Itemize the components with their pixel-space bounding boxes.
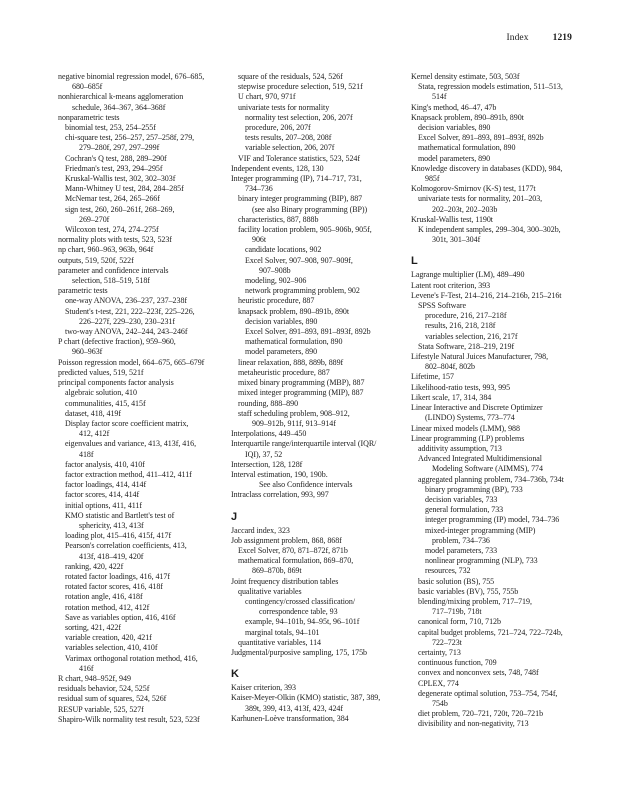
index-entry: mixed binary programming (MBP), 887 xyxy=(238,378,365,388)
index-entry: 717–719b, 718t xyxy=(432,607,482,617)
index-entry: binary programming (BP), 733 xyxy=(425,484,523,494)
index-entry: communalities, 415, 415f xyxy=(65,398,146,408)
index-entry: Kruskal-Wallis test, 302, 302–303f xyxy=(65,174,176,184)
index-entry: Lifestyle Natural Juices Manufacturer, 798, xyxy=(411,352,549,362)
index-entry: Kruskal-Wallis test, 1190t xyxy=(411,214,493,224)
index-entry: Integer programming (IP), 714–717, 731, xyxy=(231,174,362,184)
index-entry: Save as variables option, 416, 416f xyxy=(65,612,176,622)
index-entry: 412, 412f xyxy=(79,429,110,439)
index-entry: initial options, 411, 411f xyxy=(65,500,142,510)
index-entry: Job assignment problem, 868, 868f xyxy=(231,535,342,545)
index-entry: Interval estimation, 190, 190b. xyxy=(231,469,328,479)
index-entry: Friedman's test, 293, 294–295f xyxy=(65,163,163,173)
index-entry: 416f xyxy=(79,663,94,673)
index-entry: rotation method, 412, 412f xyxy=(65,602,150,612)
index-entry: factor loadings, 414, 414f xyxy=(65,480,147,490)
index-entry: canonical form, 710, 712b xyxy=(418,617,501,627)
index-entry: results, 216, 218, 218f xyxy=(425,321,496,331)
index-entry: Student's t-test, 221, 222–223f, 225–226, xyxy=(65,306,195,316)
index-entry: principal components factor analysis xyxy=(58,378,174,388)
index-entry: Shapiro-Wilk normality test result, 523, 523f xyxy=(58,714,200,724)
page-header xyxy=(506,33,572,43)
index-entry: sign test, 260, 260–261f, 268–269, xyxy=(65,204,175,214)
index-entry: Interpolations, 449–450 xyxy=(231,429,307,439)
index-entry: basic variables (BV), 755, 755b xyxy=(418,586,519,596)
index-entry: parameter and confidence intervals xyxy=(58,265,169,275)
index-entry: two-way ANOVA, 242–244, 243–246f xyxy=(65,327,188,337)
index-entry: ranking, 420, 422f xyxy=(65,561,124,571)
index-entry: 301t, 301–304f xyxy=(432,235,481,245)
index-entry: model parameters, 890 xyxy=(418,153,491,163)
index-entry: 226–227f, 229–230, 230–231f xyxy=(79,316,175,326)
index-entry: decision variables, 890 xyxy=(245,316,318,326)
section-heading: L xyxy=(411,255,418,268)
index-entry: RESUP variable, 525, 527f xyxy=(58,704,144,714)
index-entry: mixed-integer programming (MIP) xyxy=(425,525,536,535)
index-entry: binary integer programming (BIP), 887 xyxy=(238,194,363,204)
index-entry: P chart (defective fraction), 959–960, xyxy=(58,337,176,347)
index-entry: negative binomial regression model, 676–685, xyxy=(58,72,205,81)
index-entry: aggregated planning problem, 734–736b, 734t xyxy=(418,474,564,484)
index-entry: tests results, 207–208, 208f xyxy=(245,133,332,143)
page-number: 1219 xyxy=(552,33,572,43)
section-heading: J xyxy=(231,510,238,523)
index-entry: Knowledge discovery in databases (KDD), 984, xyxy=(411,163,563,173)
index-entry: loading plot, 415–416, 415f, 417f xyxy=(65,531,172,541)
index-entry: Karhunen-Loève transformation, 384 xyxy=(231,713,349,723)
index-entry: residuals behavior, 524, 525f xyxy=(58,684,150,694)
index-entry: procedure, 206, 207f xyxy=(245,123,311,133)
index-entry: model parameters, 890 xyxy=(245,347,318,357)
index-entry: capital budget problems, 721–724, 722–724b, xyxy=(418,627,563,637)
index-entry: example, 94–101b, 94–95t, 96–101f xyxy=(245,617,360,627)
index-entry: rounding, 888–890 xyxy=(238,398,299,408)
index-entry: Stata Software, 218–219, 219f xyxy=(418,341,515,351)
index-entry: convex and nonconvex sets, 748, 748f xyxy=(418,668,539,678)
index-entry: Kaiser-Meyer-Olkin (KMO) statistic, 387, 389, xyxy=(231,693,381,703)
index-entry: variable selection, 206, 207f xyxy=(245,143,335,153)
index-entry: knapsack problem, 890–891b, 890t xyxy=(238,306,350,316)
index-entry: Linear programming (LP) problems xyxy=(411,433,525,443)
index-entry: See also Confidence intervals xyxy=(259,480,353,490)
index-entry: 985f xyxy=(425,174,440,184)
index-entry: certainty, 713 xyxy=(418,647,461,657)
index-entry: Jaccard index, 323 xyxy=(231,525,290,535)
index-entry: schedule, 364–367, 364–368f xyxy=(72,102,166,112)
index-entry: Linear mixed models (LMM), 988 xyxy=(411,423,520,433)
index-entry: rotated factor loadings, 416, 417f xyxy=(65,571,170,581)
index-entry: Display factor score coefficient matrix, xyxy=(65,418,189,428)
index-entry: Pearson's correlation coefficients, 413, xyxy=(65,541,187,551)
index-entry: diet problem, 720–721, 720t, 720–721b xyxy=(418,709,544,719)
index-entry: KMO statistic and Bartlett's test of xyxy=(65,510,175,520)
index-entry: Modeling Software (AIMMS), 774 xyxy=(432,464,543,474)
index-entry: square of the residuals, 524, 526f xyxy=(238,72,343,81)
index-entry: mathematical formulation, 869–870, xyxy=(238,556,354,566)
index-entry: selection, 518–519, 518f xyxy=(72,276,150,286)
index-entry: Independent events, 128, 130 xyxy=(231,163,324,173)
index-entry: Interquartile range/interquartile interval (IQR/ xyxy=(231,439,377,449)
index-entry: 869–870b, 869t xyxy=(252,566,302,576)
index-entry: factor scores, 414, 414f xyxy=(65,490,140,500)
index-entry: candidate locations, 902 xyxy=(245,245,322,255)
index-entry: 907–908b xyxy=(259,265,291,275)
index-entry: 514f xyxy=(432,92,447,102)
index-entry: Lagrange multiplier (LM), 489–490 xyxy=(411,270,525,280)
index-entry: (see also Binary programming (BP)) xyxy=(252,204,368,214)
index-entry: basic solution (BS), 755 xyxy=(418,576,495,586)
index-entry: one-way ANOVA, 236–237, 237–238f xyxy=(65,296,188,306)
index-entry: additivity assumption, 713 xyxy=(418,443,502,453)
index-entry: (LINDO) Systems, 773–774 xyxy=(425,413,515,423)
index-entry: chi-square test, 256–257, 257–258f, 279, xyxy=(65,133,195,143)
index-column-3 xyxy=(411,72,589,730)
index-entry: residual sum of squares, 524, 526f xyxy=(58,694,167,704)
index-entry: outputs, 519, 520f, 522f xyxy=(58,255,134,265)
index-entry: characteristics, 887, 888b xyxy=(238,214,319,224)
index-entry: resources, 732 xyxy=(425,566,471,576)
index-entry: 722–723t xyxy=(432,637,462,647)
index-entry: SPSS Software xyxy=(418,301,467,311)
index-entry: general formulation, 733 xyxy=(425,505,504,515)
index-entry: Stata, regression models estimation, 511–513, xyxy=(418,82,563,92)
index-entry: Advanced Integrated Multidimensional xyxy=(418,454,542,464)
index-entry: Excel Solver, 870, 871–872f, 871b xyxy=(238,545,348,555)
index-entry: stepwise procedure selection, 519, 521f xyxy=(238,82,363,92)
index-entry: 389t, 399, 413, 413f, 423, 424f xyxy=(245,703,344,713)
index-entry: variable creation, 420, 421f xyxy=(65,633,152,643)
index-entry: nonlinear programming (NLP), 733 xyxy=(425,556,538,566)
index-entry: Linear Interactive and Discrete Optimizer xyxy=(411,403,543,413)
index-entry: 202–203t, 202–203b xyxy=(432,204,498,214)
index-entry: degenerate optimal solution, 753–754, 754f, xyxy=(418,688,558,698)
index-entry: McNemar test, 264, 265–266f xyxy=(65,194,160,204)
index-entry: nonhierarchical k-means agglomeration xyxy=(58,92,184,102)
index-entry: factor analysis, 410, 410f xyxy=(65,459,145,469)
index-entry: Excel Solver, 891–893, 891–893f, 892b xyxy=(418,133,544,143)
index-entry: Mann-Whitney U test, 284, 284–285f xyxy=(65,184,184,194)
index-entry: Latent root criterion, 393 xyxy=(411,280,491,290)
index-entry: Poisson regression model, 664–675, 665–679f xyxy=(58,357,205,367)
index-entry: Judgmental/purposive sampling, 175, 175b xyxy=(231,647,367,657)
index-entry: IQI), 37, 52 xyxy=(245,449,283,459)
index-entry: 802–804f, 802b xyxy=(425,362,475,372)
index-entry: divisibility and non-negativity, 713 xyxy=(418,719,529,729)
index-entry: nonparametric tests xyxy=(58,112,120,122)
index-entry: normality test selection, 206, 207f xyxy=(245,112,353,122)
index-entry: algebraic solution, 410 xyxy=(65,388,137,398)
index-entry: qualitative variables xyxy=(238,586,302,596)
index-entry: modeling, 902–906 xyxy=(245,276,307,286)
index-entry: eigenvalues and variance, 413, 413f, 416, xyxy=(65,439,197,449)
index-entry: network programming problem, 902 xyxy=(245,286,360,296)
index-entry: Intraclass correlation, 993, 997 xyxy=(231,490,329,500)
index-entry: procedure, 216, 217–218f xyxy=(425,311,507,321)
index-entry: np chart, 960–963, 963b, 964f xyxy=(58,245,154,255)
index-entry: continuous function, 709 xyxy=(418,658,497,668)
index-entry: marginal totals, 94–101 xyxy=(245,627,320,637)
index-entry: CPLEX, 774 xyxy=(418,678,459,688)
index-entry: model parameters, 733 xyxy=(425,545,498,555)
index-entry: 906t xyxy=(252,235,267,245)
index-entry: Kaiser criterion, 393 xyxy=(231,683,296,693)
index-entry: Likert scale, 17, 314, 384 xyxy=(411,392,492,402)
index-entry: Likelihood-ratio tests, 993, 995 xyxy=(411,382,511,392)
index-entry: univariate tests for normality, 201–203, xyxy=(418,194,543,204)
index-entry: variables selection, 216, 217f xyxy=(425,331,518,341)
index-column-1 xyxy=(58,72,236,725)
index-entry: Excel Solver, 907–908, 907–909f, xyxy=(245,255,353,265)
index-entry: variables selection, 410, 410f xyxy=(65,643,158,653)
index-entry: factor extraction method, 411–412, 411f xyxy=(65,469,192,479)
index-entry: Wilcoxon test, 274, 274–275f xyxy=(65,225,159,235)
index-entry: 680–685f xyxy=(72,82,103,92)
index-entry: rotation angle, 416, 418f xyxy=(65,592,143,602)
index-entry: univariate tests for normality xyxy=(238,102,330,112)
index-entry: contingency/crossed classification/ xyxy=(245,596,355,606)
index-entry: Knapsack problem, 890–891b, 890t xyxy=(411,112,524,122)
index-entry: 269–270f xyxy=(79,214,110,224)
section-heading: K xyxy=(231,668,239,681)
index-entry: binomial test, 253, 254–255f xyxy=(65,123,156,133)
index-entry: Intersection, 128, 128f xyxy=(231,459,303,469)
index-entry: dataset, 418, 419f xyxy=(65,408,121,418)
index-entry: decision variables, 733 xyxy=(425,494,498,504)
index-entry: King's method, 46–47, 47b xyxy=(411,102,497,112)
index-entry: staff scheduling problem, 908–912, xyxy=(238,408,350,418)
index-entry: 909–912b, 911f, 913–914f xyxy=(252,418,336,428)
index-entry: R chart, 948–952f, 949 xyxy=(58,673,131,683)
index-entry: heuristic procedure, 887 xyxy=(238,296,315,306)
index-entry: quantitative variables, 114 xyxy=(238,637,321,647)
index-entry: correspondence table, 93 xyxy=(259,607,338,617)
index-entry: Cochran's Q test, 288, 289–290f xyxy=(65,153,167,163)
running-head-title: Index xyxy=(506,33,529,43)
index-entry: 754b xyxy=(432,698,448,708)
index-entry: VIF and Tolerance statistics, 523, 524f xyxy=(238,153,360,163)
index-entry: 279–280f, 297, 297–299f xyxy=(79,143,160,153)
index-column-2 xyxy=(231,72,409,724)
index-entry: Kolmogorov-Smirnov (K-S) test, 1177t xyxy=(411,184,536,194)
index-entry: facility location problem, 905–906b, 905f, xyxy=(238,225,372,235)
index-entry: integer programming (IP) model, 734–736 xyxy=(425,515,560,525)
index-entry: 413f, 418–419, 420f xyxy=(79,551,144,561)
index-entry: problem, 734–736 xyxy=(432,535,490,545)
index-entry: 418f xyxy=(79,449,94,459)
index-entry: Lifetime, 157 xyxy=(411,372,454,382)
index-entry: normality plots with tests, 523, 523f xyxy=(58,235,172,245)
index-entry: Joint frequency distribution tables xyxy=(231,576,339,586)
index-entry: linear relaxation, 888, 889b, 889f xyxy=(238,357,344,367)
index-entry: rotated factor scores, 416, 418f xyxy=(65,582,163,592)
index-entry: Excel Solver, 891–893, 891–893f, 892b xyxy=(245,327,371,337)
index-entry: mathematical formulation, 890 xyxy=(245,337,343,347)
index-entry: 734–736 xyxy=(245,184,273,194)
index-entry: metaheuristic procedure, 887 xyxy=(238,367,330,377)
index-entry: sorting, 421, 422f xyxy=(65,622,121,632)
index-entry: K independent samples, 299–304, 300–302b, xyxy=(418,225,561,235)
index-entry: parametric tests xyxy=(58,286,108,296)
index-entry: Kernel density estimate, 503, 503f xyxy=(411,72,520,81)
index-entry: blending/mixing problem, 717–719, xyxy=(418,596,532,606)
index-entry: 960–963f xyxy=(72,347,103,357)
index-entry: Levene's F-Test, 214–216, 214–216b, 215–216t xyxy=(411,290,562,300)
index-entry: U chart, 970, 971f xyxy=(238,92,296,102)
index-entry: predicted values, 519, 521f xyxy=(58,367,144,377)
index-entry: Varimax orthogonal rotation method, 416, xyxy=(65,653,198,663)
index-entry: mathematical formulation, 890 xyxy=(418,143,516,153)
index-entry: decision variables, 890 xyxy=(418,123,491,133)
index-entry: sphericity, 413, 413f xyxy=(79,520,144,530)
index-entry: mixed integer programming (MIP), 887 xyxy=(238,388,364,398)
